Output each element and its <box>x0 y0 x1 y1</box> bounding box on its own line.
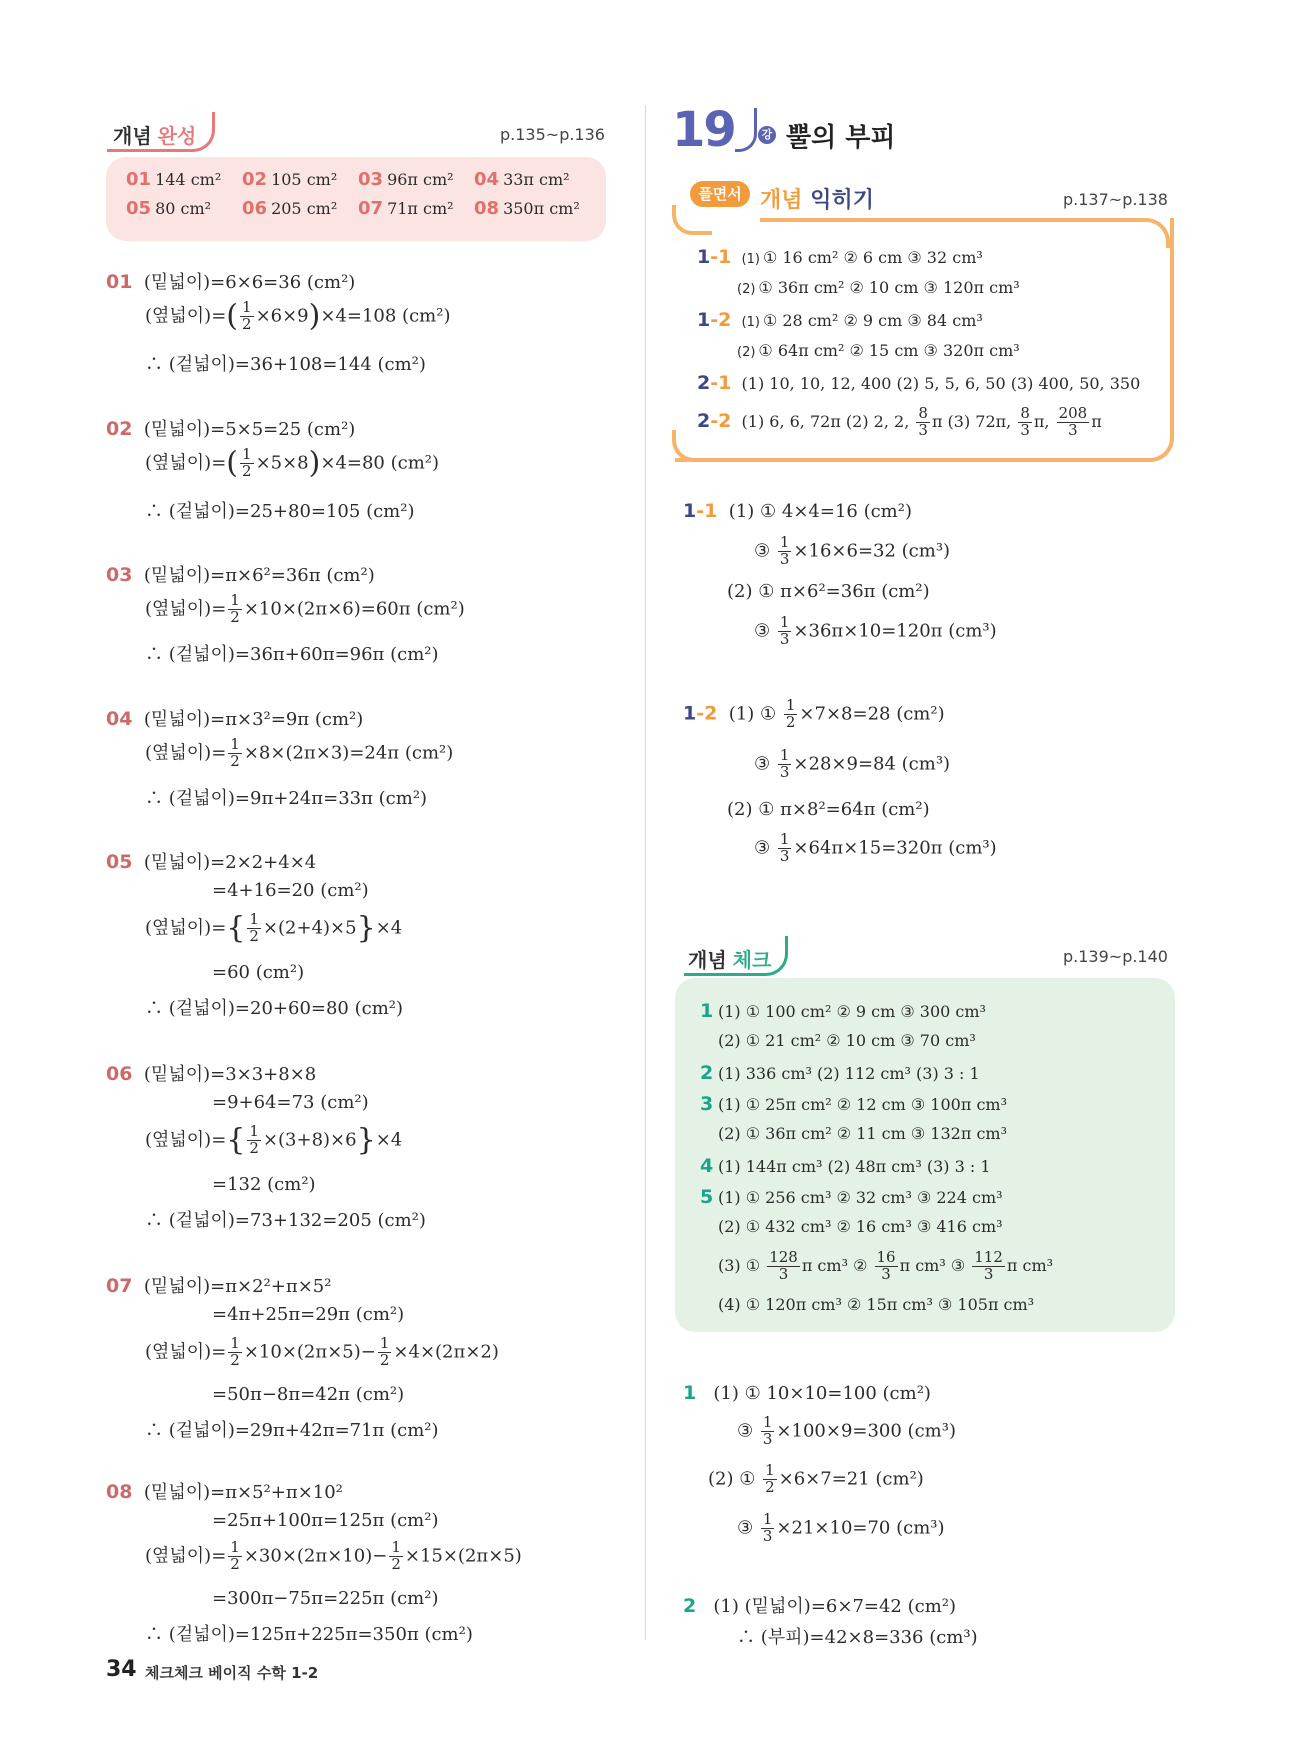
solution-02-line3: ∴ (겉넓이)=25+80=105 (cm²) <box>145 501 415 522</box>
solution-text: ×30×(2π×10)− <box>243 1545 388 1567</box>
problem-number-sub: -1 <box>710 246 732 268</box>
answer-value: 33π cm² <box>503 170 570 189</box>
solution-text: ×10×(2π×6)=60π (cm²) <box>243 598 465 620</box>
solution-text: ×4=108 (cm²) <box>320 305 451 327</box>
solution-text: ×21×10=70 (cm³) <box>776 1517 945 1539</box>
check-answer-row <box>700 1124 1007 1143</box>
fraction-half <box>784 698 798 731</box>
solution-text: (옆넓이)= <box>145 305 227 327</box>
check-answer-row <box>700 1093 1007 1115</box>
fraction <box>1057 406 1090 439</box>
fraction-numerator: 208 <box>1058 404 1088 422</box>
fraction-half: $\frac{1}{2}$ <box>391 1538 401 1573</box>
solution-text: (옆넓이)= <box>145 1545 227 1567</box>
worked-1-2-line4 <box>754 832 997 865</box>
solution-text: (옆넓이)= <box>145 598 227 620</box>
solution-06-line2: (옆넓이)={ $\frac{1}{2}$ ×(3+8)×6}×4 <box>145 1122 403 1158</box>
fraction-half: $\frac{1}{2}$ <box>230 1334 240 1369</box>
problem-number-main: 1 <box>697 246 711 268</box>
section-pill: 플면서 <box>690 181 750 207</box>
solution-text: ×4 <box>375 917 403 939</box>
solution-05-line1b: =4+16=20 (cm²) <box>212 880 369 901</box>
fraction <box>767 1250 800 1283</box>
lesson-title: 뿔의 부피 <box>786 123 896 153</box>
solution-04-line2 <box>145 737 453 770</box>
solution-05-line2: (옆넓이)={ $\frac{1}{2}$ ×(2+4)×5}×4 <box>145 910 403 946</box>
fraction-denominator: 3 <box>779 629 790 648</box>
answer-text: π, <box>1033 411 1055 431</box>
problem-number-sub: -2 <box>696 702 718 725</box>
solution-text: (밑넓이)=2×2+4×4 <box>143 852 317 873</box>
fraction-numerator: 1 <box>785 696 796 714</box>
problem-number-sub: -2 <box>710 409 732 432</box>
page-ref-left: p.135~p.136 <box>500 125 605 144</box>
heading-accent: 개념 <box>760 188 803 213</box>
fraction-numerator: 1 <box>762 1413 773 1431</box>
section-tag-concept-check <box>684 936 788 976</box>
check-number: 2 <box>683 1595 697 1617</box>
fraction-third <box>778 832 792 865</box>
answer-item <box>242 169 358 190</box>
solution-text: (밑넓이)=3×3+8×8 <box>143 1064 317 1085</box>
fraction-half: $\frac{1}{2}$ <box>379 1334 390 1369</box>
check-answer-text: (3) ① <box>718 1255 766 1275</box>
solution-text: ×4=80 (cm²) <box>320 452 440 474</box>
solution-text: ×15×(2π×5) <box>404 1545 522 1567</box>
fraction-denominator: 2 <box>785 712 796 731</box>
check-2-line1 <box>683 1592 956 1618</box>
fraction-denominator: 3 <box>1068 420 1078 439</box>
problem-number-main: 2 <box>697 409 711 432</box>
sub-label: (2) <box>737 345 756 360</box>
practice-answer-1-1 <box>697 246 983 268</box>
answer-item <box>358 169 474 190</box>
fraction-half <box>763 1463 777 1496</box>
check-1-line2 <box>737 1415 956 1448</box>
check-answer-row <box>700 1031 976 1050</box>
problem-number-main: 1 <box>683 702 697 725</box>
solution-08-line2d: =300π−75π=225π (cm²) <box>212 1588 439 1609</box>
solution-05-line1 <box>106 848 316 874</box>
worked-1-2-line1 <box>683 698 945 731</box>
book-title: 체크체크 베이직 수학 1-2 <box>145 1664 319 1682</box>
problem-number <box>683 500 717 522</box>
fraction-numerator: 8 <box>918 404 928 422</box>
check-answer-row <box>700 1062 980 1084</box>
circled-three: ③ <box>754 540 771 562</box>
solution-text: (옆넓이)= <box>145 742 227 764</box>
solution-text: ×7×8=28 (cm²) <box>799 703 945 725</box>
page-ref-right-1: p.137~p.138 <box>1063 190 1168 209</box>
solution-07-line1b: =4π+25π=29π (cm²) <box>212 1304 405 1325</box>
check-2-line2: ∴ (부피)=42×8=336 (cm³) <box>737 1627 978 1648</box>
solution-04-line1 <box>106 705 363 731</box>
fraction-denominator: 3 <box>1020 420 1030 439</box>
solution-text: (옆넓이)= <box>145 1341 227 1363</box>
solution-text: (밑넓이)=π×6²=36π (cm²) <box>143 565 375 586</box>
solution-text: (밑넓이)=π×2²+π×5² <box>143 1276 332 1297</box>
solution-number: 02 <box>106 418 133 440</box>
answer-item <box>242 198 358 219</box>
fraction <box>916 406 930 439</box>
problem-number-sub: -1 <box>710 372 732 394</box>
page-number: 34 <box>106 1657 137 1682</box>
answer-number: 03 <box>358 169 384 190</box>
problem-number <box>683 702 717 724</box>
circled-three: ③ <box>754 837 771 859</box>
solution-text: (옆넓이)= <box>145 452 227 474</box>
answer-value: 71π cm² <box>387 199 454 218</box>
answer-value: 205 cm² <box>271 199 338 218</box>
fraction-numerator: 1 <box>765 1461 775 1479</box>
check-answer-row: (4) ① 120π cm³ ② 15π cm³ ③ 105π cm³ <box>718 1295 1035 1314</box>
solution-06-line2d: =132 (cm²) <box>212 1174 316 1195</box>
check-answer-text: (1) 336 cm³ (2) 112 cm³ (3) 3 : 1 <box>718 1064 980 1083</box>
answer-text: (1) 6, 6, 72π (2) 2, 2, <box>741 411 915 431</box>
answer-text: ① 16 cm² ② 6 cm ③ 32 cm³ <box>762 248 983 267</box>
solution-text: ×10×(2π×5)− <box>243 1341 376 1363</box>
check-1-line1 <box>683 1382 931 1404</box>
solution-02-line2: (옆넓이)=( $\frac{1}{2}$ ×5×8)×4=80 (cm²) <box>145 445 440 481</box>
column-divider <box>645 105 646 1640</box>
tag-dark-text: 개념 <box>113 124 152 148</box>
check-answer-row-fractions <box>718 1250 1053 1283</box>
solution-04-line3: ∴ (겉넓이)=9π+24π=33π (cm²) <box>145 788 428 809</box>
heading-dark: 익히기 <box>810 188 874 213</box>
solution-text: ×4 <box>375 1129 403 1151</box>
fraction-denominator: 3 <box>881 1264 891 1283</box>
answer-number: 06 <box>242 198 268 219</box>
fraction-numerator: 8 <box>1020 404 1030 422</box>
circled-three: ③ <box>754 753 771 775</box>
answer-text: (1) 10, 10, 12, 400 (2) 5, 5, 6, 50 (3) 400, 50, 350 <box>741 374 1141 393</box>
check-answer-row <box>700 1217 1003 1236</box>
fraction-third <box>778 748 792 781</box>
tag-accent-text: 체크 <box>732 948 772 972</box>
solution-text: ×(2+4)×5 <box>262 917 357 939</box>
fraction-numerator: 16 <box>876 1248 896 1266</box>
check-number: 2 <box>700 1062 714 1084</box>
answer-text: ① 28 cm² ② 9 cm ③ 84 cm³ <box>762 311 983 330</box>
solution-text: (2) ① <box>708 1468 762 1490</box>
fraction <box>875 1250 898 1283</box>
fraction-third <box>761 1415 775 1448</box>
sub-label: (1) <box>741 252 760 267</box>
solution-number: 01 <box>106 271 133 293</box>
check-answer-text: π cm³ ② <box>801 1255 873 1275</box>
fraction-numerator: 1 <box>779 746 790 764</box>
answer-item <box>126 169 242 190</box>
practice-answer-1-1b <box>737 278 1020 297</box>
check-answer-row <box>700 1000 986 1022</box>
check-answer-row <box>700 1155 991 1177</box>
fraction-half: $\frac{1}{2}$ <box>249 910 259 945</box>
worked-1-1-line3: (2) ① π×6²=36π (cm²) <box>727 581 930 602</box>
fraction-half: $\frac{1}{2}$ <box>242 298 252 333</box>
solution-08-line1b: =25π+100π=125π (cm²) <box>212 1510 439 1531</box>
answer-item <box>358 198 474 219</box>
solution-text: ×28×9=84 (cm³) <box>793 753 951 775</box>
solution-text: (밑넓이)=π×5²+π×10² <box>143 1482 343 1503</box>
solution-06-line1 <box>106 1060 316 1086</box>
page-ref-right-2: p.139~p.140 <box>1063 947 1168 966</box>
check-number: 4 <box>700 1155 714 1177</box>
problem-number-sub: -1 <box>696 500 718 522</box>
problem-number-main: 1 <box>697 309 711 331</box>
fraction-third <box>778 615 792 648</box>
fraction-denominator: 3 <box>779 549 790 568</box>
check-1-line4 <box>737 1512 945 1545</box>
check-answer-text: π cm³ <box>1006 1255 1054 1275</box>
check-answer-text: (1) 144π cm³ (2) 48π cm³ (3) 3 : 1 <box>718 1157 991 1176</box>
solution-01-line2: (옆넓이)=( $\frac{1}{2}$ ×6×9)×4=108 (cm²) <box>145 298 451 334</box>
answer-item <box>126 198 242 219</box>
solution-text: ×36π×10=120π (cm³) <box>793 620 997 642</box>
sub-label: (1) <box>741 315 760 330</box>
fraction-third <box>778 535 792 568</box>
solution-08-line2 <box>145 1540 522 1573</box>
solution-text: ×6×7=21 (cm²) <box>778 1468 924 1490</box>
fraction-denominator: 3 <box>918 420 928 439</box>
fraction-numerator: 128 <box>769 1248 798 1266</box>
solution-text: (1) ① 10×10=100 (cm²) <box>713 1383 931 1404</box>
check-answer-text: (1) ① 25π cm² ② 12 cm ③ 100π cm³ <box>718 1095 1007 1114</box>
fraction-denominator: 3 <box>983 1264 994 1283</box>
answer-item <box>474 198 590 219</box>
fraction-numerator: 1 <box>762 1510 773 1528</box>
solution-text: ×8×(2π×3)=24π (cm²) <box>243 742 454 764</box>
check-1-line3 <box>708 1463 924 1496</box>
answer-text: ① 64π cm² ② 15 cm ③ 320π cm³ <box>758 341 1020 360</box>
solution-text: ×4×(2π×2) <box>393 1341 499 1363</box>
solution-08-line3: ∴ (겉넓이)=125π+225π=350π (cm²) <box>145 1624 473 1645</box>
problem-number-main: 2 <box>697 372 711 394</box>
answer-summary-box <box>106 157 606 241</box>
fraction-numerator: 1 <box>779 533 790 551</box>
solution-03-line1 <box>106 561 375 587</box>
solution-07-line2 <box>145 1336 499 1369</box>
solution-text: (밑넓이)=π×3²=9π (cm²) <box>143 709 364 730</box>
answer-number: 04 <box>474 169 500 190</box>
fraction-denominator: 3 <box>779 846 790 865</box>
tag-dark-text: 개념 <box>688 948 727 972</box>
solution-number: 07 <box>106 1275 133 1297</box>
answer-number: 08 <box>474 198 500 219</box>
solution-text: ×(3+8)×6 <box>262 1129 357 1151</box>
fraction-half: $\frac{1}{2}$ <box>230 591 240 626</box>
check-answer-text: (2) ① 36π cm² ② 11 cm ③ 132π cm³ <box>718 1124 1007 1143</box>
answer-number: 02 <box>242 169 268 190</box>
solution-number: 05 <box>106 851 133 873</box>
fraction-numerator: 112 <box>974 1248 1003 1266</box>
answer-text: ① 36π cm² ② 10 cm ③ 120π cm³ <box>758 278 1020 297</box>
fraction-denominator: 3 <box>762 1429 773 1448</box>
solution-05-line2d: =60 (cm²) <box>212 962 305 983</box>
problem-number <box>697 309 731 331</box>
solution-08-line1 <box>106 1478 343 1504</box>
solution-07-line3: ∴ (겉넓이)=29π+42π=71π (cm²) <box>145 1420 439 1441</box>
solution-03-line2 <box>145 593 465 626</box>
solution-text: (밑넓이)=5×5=25 (cm²) <box>143 419 356 440</box>
check-answer-text: (1) ① 256 cm³ ② 32 cm³ ③ 224 cm³ <box>718 1188 1003 1207</box>
lesson-badge: 강 <box>758 126 776 144</box>
fraction-denominator: 3 <box>779 762 790 781</box>
problem-number-sub: -2 <box>710 309 732 331</box>
problem-number <box>697 372 731 394</box>
solution-text: ×100×9=300 (cm³) <box>776 1420 956 1442</box>
practice-answer-2-1 <box>697 372 1140 394</box>
solution-06-line1b: =9+64=73 (cm²) <box>212 1092 369 1113</box>
answer-grid <box>126 169 590 219</box>
section-tag-concept-complete <box>107 112 215 152</box>
practice-answer-1-2 <box>697 309 983 331</box>
solution-text: ×16×6=32 (cm³) <box>793 540 951 562</box>
solution-text: ×64π×15=320π (cm³) <box>793 837 997 859</box>
solution-number: 04 <box>106 708 133 730</box>
check-number: 1 <box>683 1382 697 1404</box>
answer-value: 144 cm² <box>155 170 222 189</box>
solution-text: (1) ① 4×4=16 (cm²) <box>728 501 912 522</box>
worked-1-2-line2 <box>754 748 950 781</box>
solution-text: (1) (밑넓이)=6×7=42 (cm²) <box>713 1596 957 1617</box>
answer-value: 80 cm² <box>155 199 212 218</box>
fraction-half: $\frac{1}{2}$ <box>230 1538 240 1573</box>
solution-02-line1 <box>106 415 355 441</box>
solution-01-line1 <box>106 268 355 294</box>
check-number: 3 <box>700 1093 714 1115</box>
solution-number: 06 <box>106 1063 133 1085</box>
answer-value: 350π cm² <box>503 199 580 218</box>
sub-label: (2) <box>737 282 756 297</box>
check-answer-row <box>700 1186 1003 1208</box>
answer-value: 96π cm² <box>387 170 454 189</box>
circled-three: ③ <box>754 620 771 642</box>
check-number: 1 <box>700 1000 714 1022</box>
check-answer-text: (1) ① 100 cm² ② 9 cm ③ 300 cm³ <box>718 1002 986 1021</box>
solution-07-line1 <box>106 1272 331 1298</box>
answer-text: π <box>1091 411 1102 431</box>
fraction-half: $\frac{1}{2}$ <box>249 1122 259 1157</box>
worked-1-2-line3: (2) ① π×8²=64π (cm²) <box>727 799 930 820</box>
practice-answer-2-2 <box>697 406 1102 439</box>
solution-text: (밑넓이)=6×6=36 (cm²) <box>143 272 356 293</box>
answer-number: 05 <box>126 198 152 219</box>
practice-answer-1-2b <box>737 341 1020 360</box>
solution-number: 03 <box>106 564 133 586</box>
solution-text: (옆넓이)= <box>145 1129 227 1151</box>
answer-text: π (3) 72π, <box>931 411 1017 431</box>
check-answer-text: π cm³ ③ <box>899 1255 971 1275</box>
answer-value: 105 cm² <box>271 170 338 189</box>
lesson-number: 19 <box>672 102 735 158</box>
fraction-half: $\frac{1}{2}$ <box>242 445 252 480</box>
fraction-denominator: 2 <box>765 1477 775 1496</box>
fraction-half: $\frac{1}{2}$ <box>230 735 240 770</box>
problem-number-main: 1 <box>683 500 697 522</box>
worked-1-1-line4 <box>754 615 997 648</box>
answer-item <box>474 169 590 190</box>
answer-number: 07 <box>358 198 384 219</box>
circled-three: ③ <box>737 1420 754 1442</box>
fraction-denominator: 3 <box>762 1526 773 1545</box>
solution-06-line3: ∴ (겉넓이)=73+132=205 (cm²) <box>145 1210 426 1231</box>
lesson-bracket <box>735 108 757 152</box>
problem-number <box>697 410 731 432</box>
solution-text: ×5×8 <box>255 452 309 474</box>
tag-accent-text: 완성 <box>157 124 197 148</box>
answer-number: 01 <box>126 169 152 190</box>
check-answer-text: (2) ① 432 cm³ ② 16 cm³ ③ 416 cm³ <box>718 1217 1003 1236</box>
fraction-third <box>761 1512 775 1545</box>
solution-07-line2d: =50π−8π=42π (cm²) <box>212 1384 405 1405</box>
problem-number <box>697 246 731 268</box>
check-number: 5 <box>700 1186 714 1208</box>
fraction <box>1018 406 1032 439</box>
worked-1-1-line2 <box>754 535 950 568</box>
solution-number: 08 <box>106 1481 133 1503</box>
circled-three: ③ <box>737 1517 754 1539</box>
fraction-numerator: 1 <box>779 830 790 848</box>
solution-text: (1) ① <box>728 703 782 725</box>
fraction-denominator: 3 <box>778 1264 789 1283</box>
fraction-numerator: 1 <box>779 613 790 631</box>
section-heading-practice <box>760 183 874 214</box>
solution-05-line3: ∴ (겉넓이)=20+60=80 (cm²) <box>145 998 404 1019</box>
check-answer-text: (2) ① 21 cm² ② 10 cm ③ 70 cm³ <box>718 1031 976 1050</box>
worked-1-1-line1 <box>683 500 912 522</box>
solution-03-line3: ∴ (겉넓이)=36π+60π=96π (cm²) <box>145 644 439 665</box>
solution-01-line3: ∴ (겉넓이)=36+108=144 (cm²) <box>145 354 426 375</box>
solution-text: ×6×9 <box>255 305 309 327</box>
fraction <box>972 1250 1005 1283</box>
solution-text: (옆넓이)= <box>145 917 227 939</box>
